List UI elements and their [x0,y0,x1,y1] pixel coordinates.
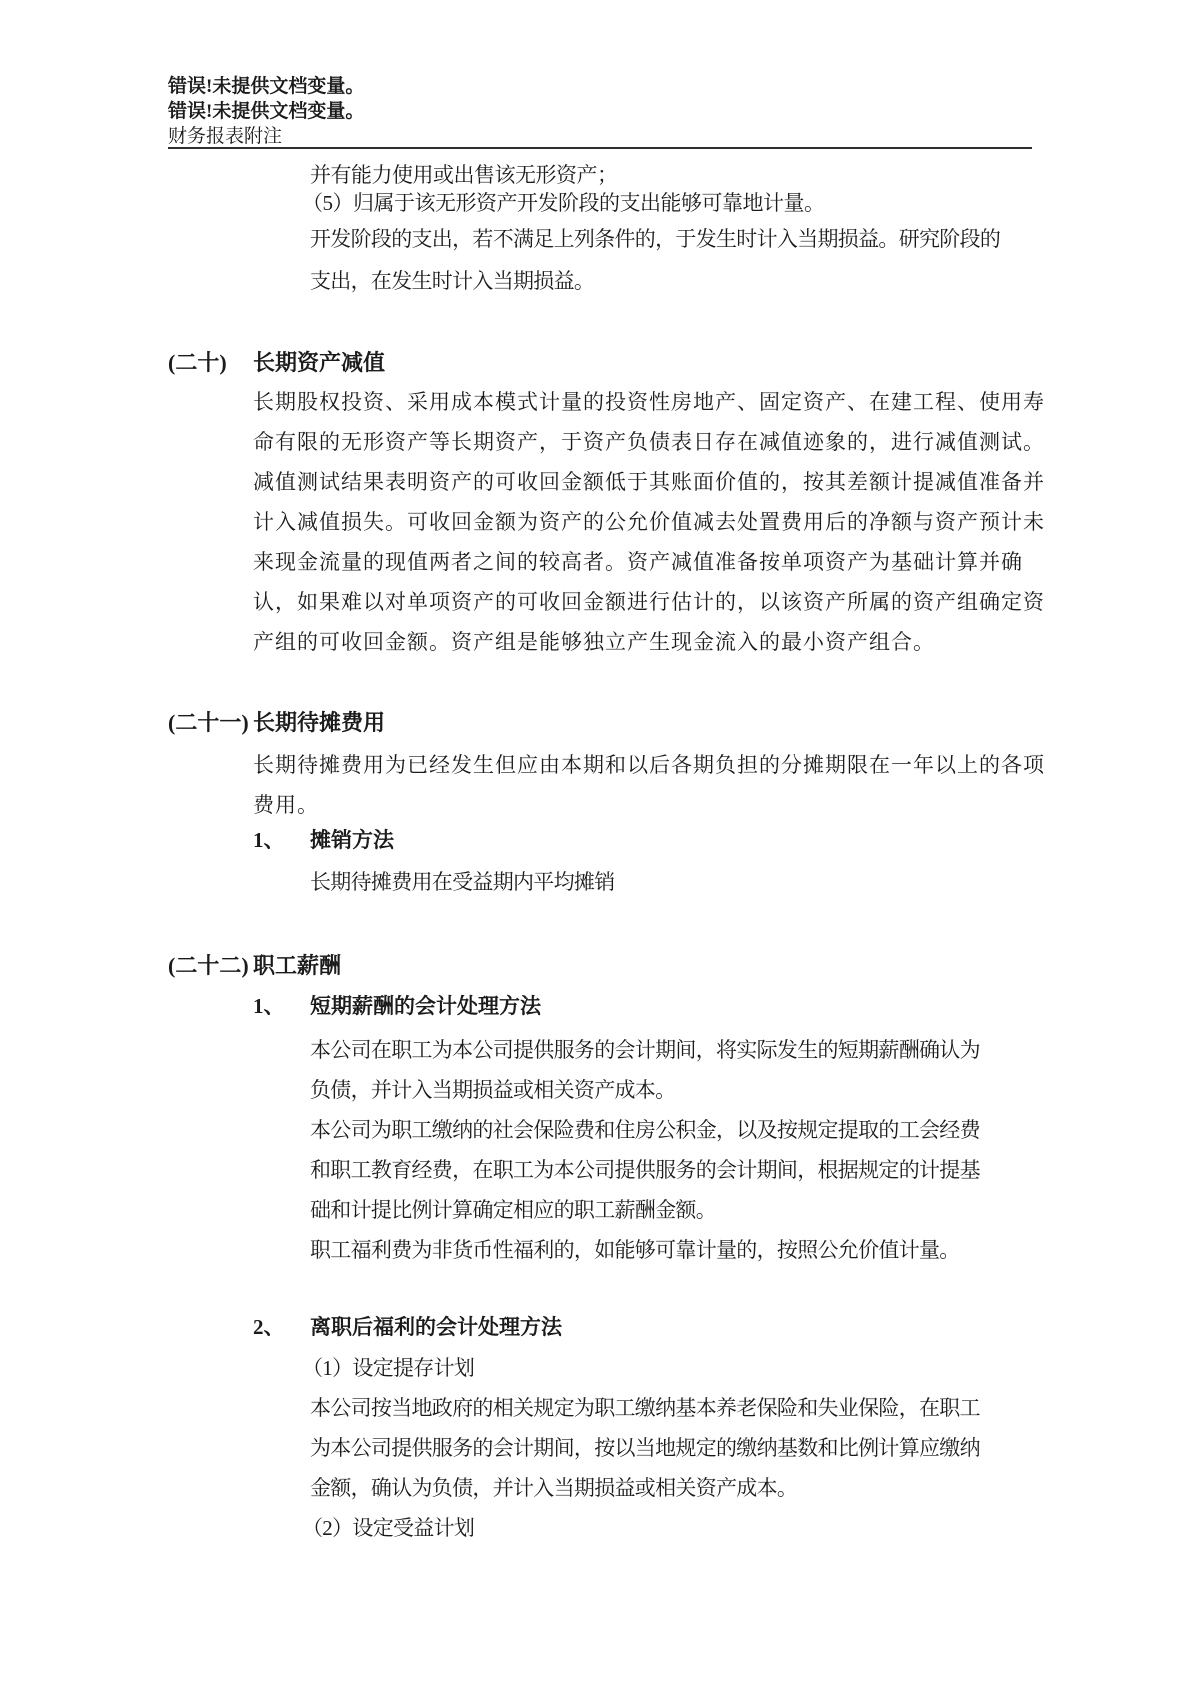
text-line: 本公司在职工为本公司提供服务的会计期间，将实际发生的短期薪酬确认为 [310,1038,980,1062]
text-line: 计入减值损失。可收回金额为资产的公允价值减去处置费用后的净额与资产预计未 [253,510,1045,534]
text-line: 本公司为职工缴纳的社会保险费和住房公积金，以及按规定提取的工会经费 [310,1118,980,1142]
section-22-heading [168,952,341,980]
section-22-item-1-body [310,1030,980,1270]
section-20-title: 长期资产减值 [253,350,386,375]
text-line: （1）设定提存计划 [302,1356,475,1380]
text-line: 来现金流量的现值两者之间的较高者。资产减值准备按单项资产为基础计算并确 [253,550,1023,574]
doc-variable-error-line-2: 错误!未提供文档变量。 [168,101,365,122]
text-line: 费用。 [253,793,319,817]
section-22-item-2-body [302,1348,980,1548]
section-20-label: (二十) [168,350,227,375]
text-line: 础和计提比例计算确定相应的职工薪酬金额。 [310,1198,716,1222]
section-21-item-1-number: 1、 [253,828,285,852]
text-line: （2）设定受益计划 [302,1516,475,1540]
text-line: 金额，确认为负债，并计入当期损益或相关资产成本。 [310,1476,798,1500]
text-line: 开发阶段的支出，若不满足上列条件的，于发生时计入当期损益。研究阶段的 [310,227,1001,251]
doc-variable-error-line-1: 错误!未提供文档变量。 [168,76,365,97]
section-22-item-2-heading [253,1314,562,1340]
section-20-body [253,382,1045,662]
section-22-title: 职工薪酬 [253,953,342,978]
text-line: （5）归属于该无形资产开发阶段的支出能够可靠地计量。 [302,191,825,215]
text-line: 产组的可收回金额。资产组是能够独立产生现金流入的最小资产组合。 [253,630,935,654]
text-line: 为本公司提供服务的会计期间，按以当地规定的缴纳基数和比例计算应缴纳 [310,1436,980,1460]
section-22-item-1-number: 1、 [253,994,285,1018]
intro-paragraph-loose [310,218,1000,302]
header-divider-rule [168,147,1032,149]
text-line: 并有能力使用或出售该无形资产； [310,163,618,187]
text-line: 长期待摊费用在受益期内平均摊销 [310,870,615,894]
section-21-title: 长期待摊费用 [253,710,386,735]
text-line: 长期股权投资、采用成本模式计量的投资性房地产、固定资产、在建工程、使用寿 [253,390,1045,414]
intro-paragraph-tight [302,161,825,217]
section-22-item-1-title: 短期薪酬的会计处理方法 [310,994,541,1018]
section-20-heading [168,349,385,377]
text-line: 职工福利费为非货币性福利的，如能够可靠计量的，按照公允价值计量。 [310,1238,960,1262]
section-22-label: (二十二) [168,953,249,978]
text-line: 认，如果难以对单项资产的可收回金额进行估计的，以该资产所属的资产组确定资 [253,590,1045,614]
section-21-heading [168,709,385,737]
section-22-item-1-heading [253,993,541,1019]
text-line: 命有限的无形资产等长期资产，于资产负债表日存在减值迹象的，进行减值测试。 [253,430,1045,454]
text-line: 和职工教育经费，在职工为本公司提供服务的会计期间，根据规定的计提基 [310,1158,980,1182]
section-21-item-1-title: 摊销方法 [310,828,394,852]
section-21-label: (二十一) [168,710,249,735]
doc-header-title: 财务报表附注 [168,126,283,147]
section-22-item-2-title: 离职后福利的会计处理方法 [310,1315,562,1339]
text-line: 长期待摊费用为已经发生但应由本期和以后各期负担的分摊期限在一年以上的各项 [253,753,1045,777]
text-line: 本公司按当地政府的相关规定为职工缴纳基本养老保险和失业保险，在职工 [310,1396,980,1420]
section-22-item-2-number: 2、 [253,1315,285,1339]
section-21-body [253,745,1045,825]
section-21-item-1-heading [253,827,394,853]
text-line: 负债，并计入当期损益或相关资产成本。 [310,1078,676,1102]
section-21-item-1-body [310,862,615,902]
text-line: 减值测试结果表明资产的可收回金额低于其账面价值的，按其差额计提减值准备并 [253,470,1045,494]
text-line: 支出，在发生时计入当期损益。 [310,269,595,293]
page-header [168,74,364,149]
